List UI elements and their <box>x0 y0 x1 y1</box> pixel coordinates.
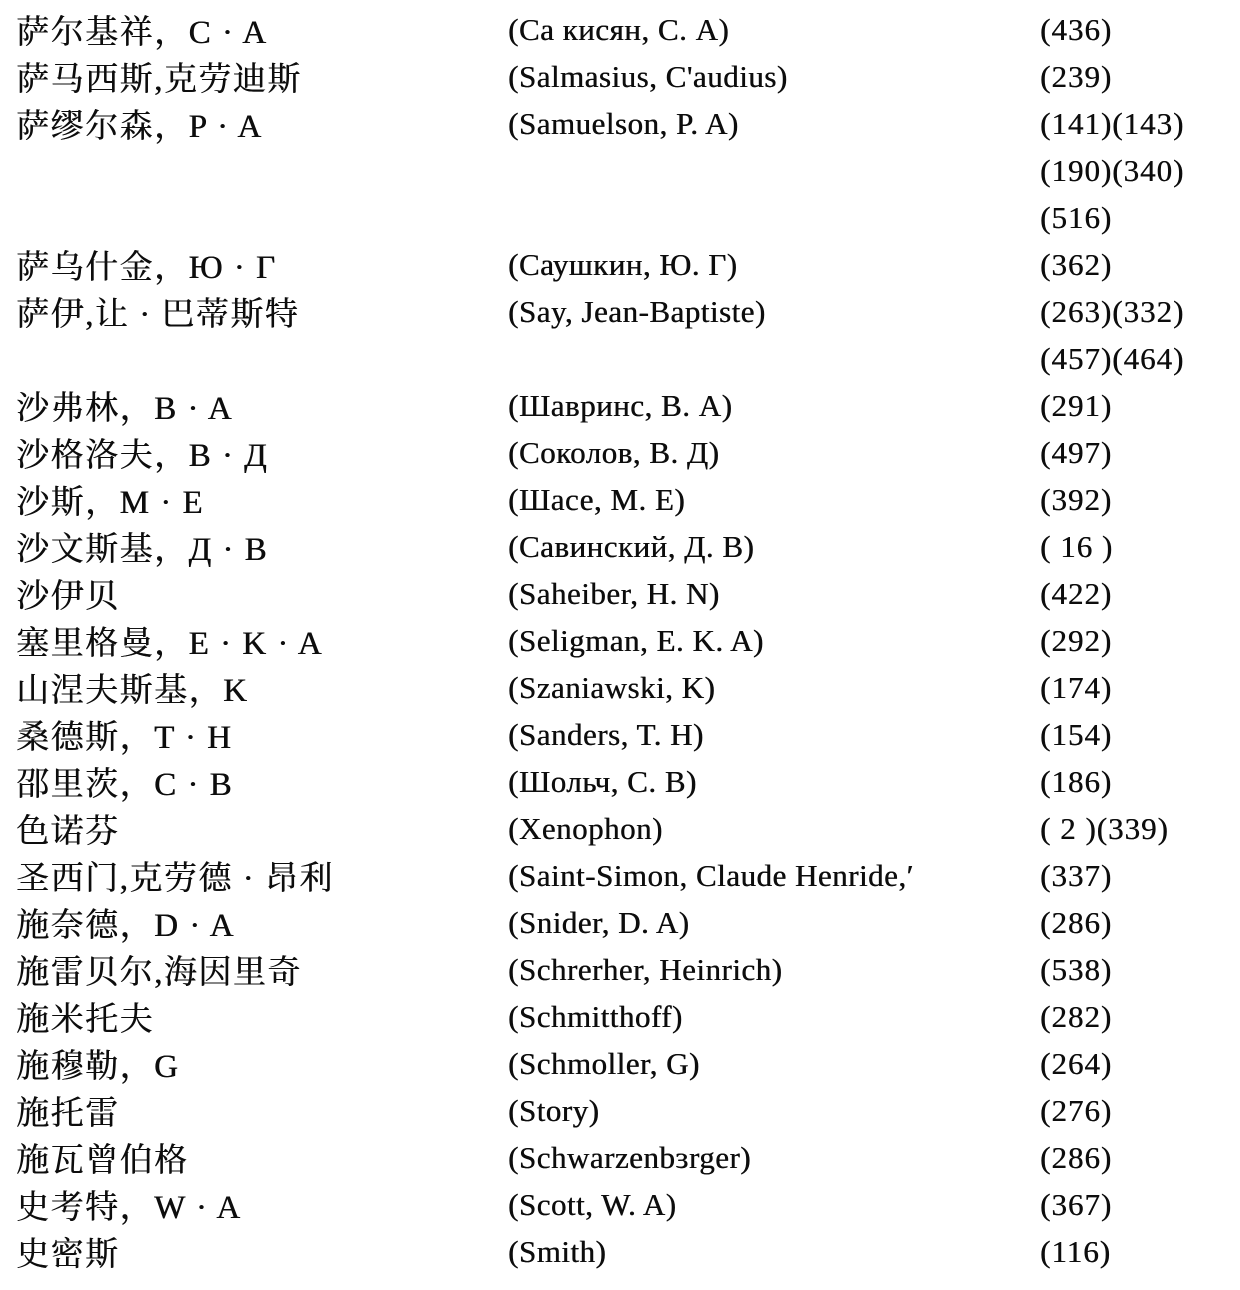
index-row <box>0 1134 1240 1181</box>
entry-chinese-name: 施托雷 <box>16 1096 120 1132</box>
entry-page-numbers: (422) <box>1040 575 1113 611</box>
entry-page-numbers: (286) <box>1040 904 1113 940</box>
entry-chinese-name: 沙伊贝 <box>16 579 120 615</box>
entry-chinese-name: 施雷贝尔,海因里奇 <box>16 955 302 991</box>
entry-chinese-name: 史考特，W · A <box>16 1190 242 1226</box>
entry-page-numbers: (497) <box>1040 434 1113 470</box>
entry-page-numbers: (367) <box>1040 1186 1113 1222</box>
entry-page-numbers: (282) <box>1040 998 1113 1034</box>
entry-original-name: (Smith) <box>508 1233 607 1269</box>
index-row <box>0 664 1240 711</box>
index-row <box>0 476 1240 523</box>
entry-original-name: (Соколов, В. Д) <box>508 434 720 470</box>
entry-original-name: (Szaniawski, K) <box>508 669 716 705</box>
entry-page-numbers: (538) <box>1040 951 1113 987</box>
entry-chinese-name: 萨尔基祥，C · A <box>16 15 268 51</box>
entry-page-numbers: (190)(340) <box>1040 152 1185 188</box>
entry-chinese-name: 圣西门,克劳德 · 昂利 <box>16 861 334 897</box>
entry-page-numbers: (362) <box>1040 246 1113 282</box>
entry-original-name: (Са кисян, С. А) <box>508 11 730 47</box>
entry-chinese-name: 沙文斯基，Д · B <box>16 532 269 568</box>
index-row <box>0 100 1240 147</box>
entry-original-name: (Say, Jean-Baptiste) <box>508 293 766 329</box>
entry-page-numbers: (276) <box>1040 1092 1113 1128</box>
entry-chinese-name: 施米托夫 <box>16 1002 154 1038</box>
entry-page-numbers: (516) <box>1040 199 1113 235</box>
entry-page-numbers: (186) <box>1040 763 1113 799</box>
index-row <box>0 335 1240 382</box>
index-row <box>0 617 1240 664</box>
index-row <box>0 1040 1240 1087</box>
entry-chinese-name: 沙格洛夫，B · Д <box>16 438 269 474</box>
index-row <box>0 899 1240 946</box>
index-row <box>0 382 1240 429</box>
entry-chinese-name: 萨乌什金，Ю · Г <box>16 250 277 286</box>
entry-page-numbers: (337) <box>1040 857 1113 893</box>
index-row <box>0 805 1240 852</box>
entry-original-name: (Schrerher, Heinrich) <box>508 951 783 987</box>
entry-original-name: (Snider, D. A) <box>508 904 690 940</box>
entry-chinese-name: 沙弗林，B · A <box>16 391 234 427</box>
entry-page-numbers: (286) <box>1040 1139 1113 1175</box>
entry-page-numbers: (292) <box>1040 622 1113 658</box>
entry-page-numbers: (291) <box>1040 387 1113 423</box>
entry-original-name: (Sanders, T. H) <box>508 716 704 752</box>
entry-original-name: (Saheiber, H. N) <box>508 575 720 611</box>
entry-original-name: (Саушкин, Ю. Г) <box>508 246 738 282</box>
entry-chinese-name: 塞里格曼，E · K · A <box>16 626 323 662</box>
entry-page-numbers: (116) <box>1040 1233 1111 1269</box>
index-row <box>0 6 1240 53</box>
entry-chinese-name: 萨缪尔森，P · A <box>16 109 263 145</box>
index-row <box>0 1181 1240 1228</box>
entry-page-numbers: (264) <box>1040 1045 1113 1081</box>
entry-original-name: (Schmoller, G) <box>508 1045 700 1081</box>
entry-chinese-name: 色诺芬 <box>16 814 120 850</box>
entry-original-name: (Schwarzenbɜrger) <box>508 1139 751 1175</box>
index-row <box>0 993 1240 1040</box>
index-row <box>0 1087 1240 1134</box>
entry-page-numbers: (174) <box>1040 669 1113 705</box>
entry-page-numbers: (239) <box>1040 58 1113 94</box>
entry-chinese-name: 沙斯，M · E <box>16 485 204 521</box>
entry-original-name: (Story) <box>508 1092 600 1128</box>
index-row <box>0 288 1240 335</box>
entry-chinese-name: 邵里茨，C · B <box>16 767 234 803</box>
entry-page-numbers: (263)(332) <box>1040 293 1185 329</box>
entry-page-numbers: (436) <box>1040 11 1113 47</box>
entry-page-numbers: (154) <box>1040 716 1113 752</box>
entry-chinese-name: 桑德斯，T · H <box>16 720 233 756</box>
entry-chinese-name: 施奈德，D · A <box>16 908 235 944</box>
index-row <box>0 852 1240 899</box>
entry-original-name: (Schmitthoff) <box>508 998 683 1034</box>
entry-page-numbers: ( 2 )(339) <box>1040 810 1169 846</box>
entry-original-name: (Saint-Simon, Claude Henride,′ <box>508 857 914 893</box>
index-row <box>0 946 1240 993</box>
entry-original-name: (Xenophon) <box>508 810 663 846</box>
entry-chinese-name: 施穆勒，G <box>16 1049 180 1085</box>
entry-page-numbers: (141)(143) <box>1040 105 1185 141</box>
entry-page-numbers: ( 16 ) <box>1040 528 1114 564</box>
index-row <box>0 53 1240 100</box>
entry-page-numbers: (392) <box>1040 481 1113 517</box>
entry-original-name: (Савинский, Д. В) <box>508 528 755 564</box>
index-row <box>0 241 1240 288</box>
entry-chinese-name: 萨马西斯,克劳迪斯 <box>16 62 302 98</box>
entry-original-name: (Seligman, E. K. A) <box>508 622 764 658</box>
entry-original-name: (Шавринс, В. А) <box>508 387 733 423</box>
entry-original-name: (Samuelson, P. A) <box>508 105 739 141</box>
entry-original-name: (Salmasius, C'audius) <box>508 58 788 94</box>
index-row <box>0 429 1240 476</box>
entry-page-numbers: (457)(464) <box>1040 340 1185 376</box>
index-row <box>0 523 1240 570</box>
entry-chinese-name: 萨伊,让 · 巴蒂斯特 <box>16 297 300 333</box>
entry-chinese-name: 施瓦曾伯格 <box>16 1143 189 1179</box>
entry-chinese-name: 山涅夫斯基，K <box>16 673 249 709</box>
entry-original-name: (Шасе, М. Е) <box>508 481 686 517</box>
index-row <box>0 711 1240 758</box>
index-row <box>0 1228 1240 1275</box>
index-row <box>0 570 1240 617</box>
entry-original-name: (Scott, W. A) <box>508 1186 677 1222</box>
index-row <box>0 194 1240 241</box>
entry-original-name: (Шольч, С. В) <box>508 763 697 799</box>
index-row <box>0 758 1240 805</box>
index-row <box>0 147 1240 194</box>
entry-chinese-name: 史密斯 <box>16 1237 120 1273</box>
